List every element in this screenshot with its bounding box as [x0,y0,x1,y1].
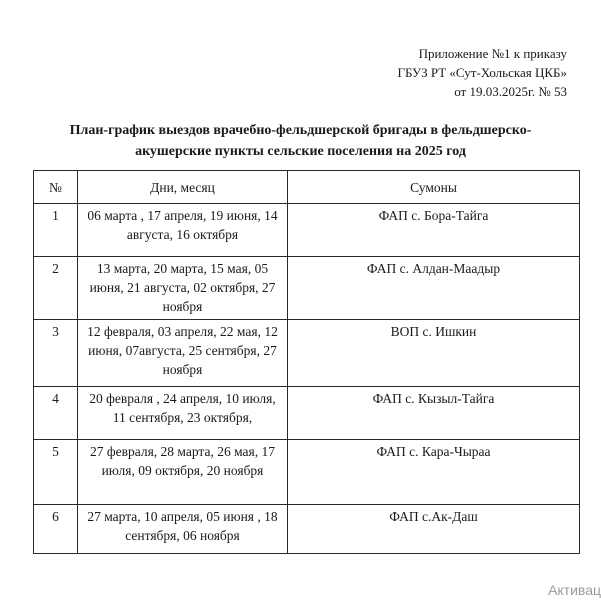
row-number: 2 [34,257,78,320]
column-header-dates: Дни, месяц [78,171,288,204]
row-number: 3 [34,320,78,387]
title-line-1: План-график выездов врачебно-фельдшерской бригады в фельдшерско- [69,123,532,138]
row-number: 6 [34,505,78,554]
table-row [34,320,580,387]
row-place: ФАП с. Кызыл-Тайга [288,387,580,440]
row-place: ФАП с. Кара-Чыраа [288,440,580,505]
title-line-2: акушерские пункты сельские поселения на 2025 год [135,144,466,159]
row-place: ВОП с. Ишкин [288,320,580,387]
row-place: ФАП с. Бора-Тайга [288,204,580,257]
row-dates: 12 февраля, 03 апреля, 22 мая, 12 июня, 07августа, 25 сентября, 27 ноября [78,320,288,387]
row-place: ФАП с. Алдан-Маадыр [288,257,580,320]
row-dates: 27 февраля, 28 марта, 26 мая, 17 июля, 09 октября, 20 ноября [78,440,288,505]
row-dates: 27 марта, 10 апреля, 05 июня , 18 сентября, 06 ноября [78,505,288,554]
schedule-table [33,170,580,554]
row-number: 4 [34,387,78,440]
order-appendix-line: Приложение №1 к приказу [418,46,567,61]
table-row [34,505,580,554]
column-header-place: Сумоны [288,171,580,204]
document-title [20,120,581,162]
table-row [34,387,580,440]
table-row [34,204,580,257]
table-header-row [34,171,580,204]
document-header [398,44,567,101]
row-place: ФАП с.Ак-Даш [288,505,580,554]
row-dates: 20 февраля , 24 апреля, 10 июля, 11 сентября, 23 октября, [78,387,288,440]
row-number: 1 [34,204,78,257]
row-dates: 13 марта, 20 марта, 15 мая, 05 июня, 21 августа, 02 октября, 27 ноября [78,257,288,320]
row-number: 5 [34,440,78,505]
order-date-line: от 19.03.2025г. № 53 [454,84,567,99]
institution-line: ГБУЗ РТ «Сут-Хольская ЦКБ» [397,65,567,80]
row-dates: 06 марта , 17 апреля, 19 июня, 14 августа, 16 октября [78,204,288,257]
table-row [34,257,580,320]
activation-watermark: Активац [548,582,601,598]
table-row [34,440,580,505]
column-header-number: № [34,171,78,204]
